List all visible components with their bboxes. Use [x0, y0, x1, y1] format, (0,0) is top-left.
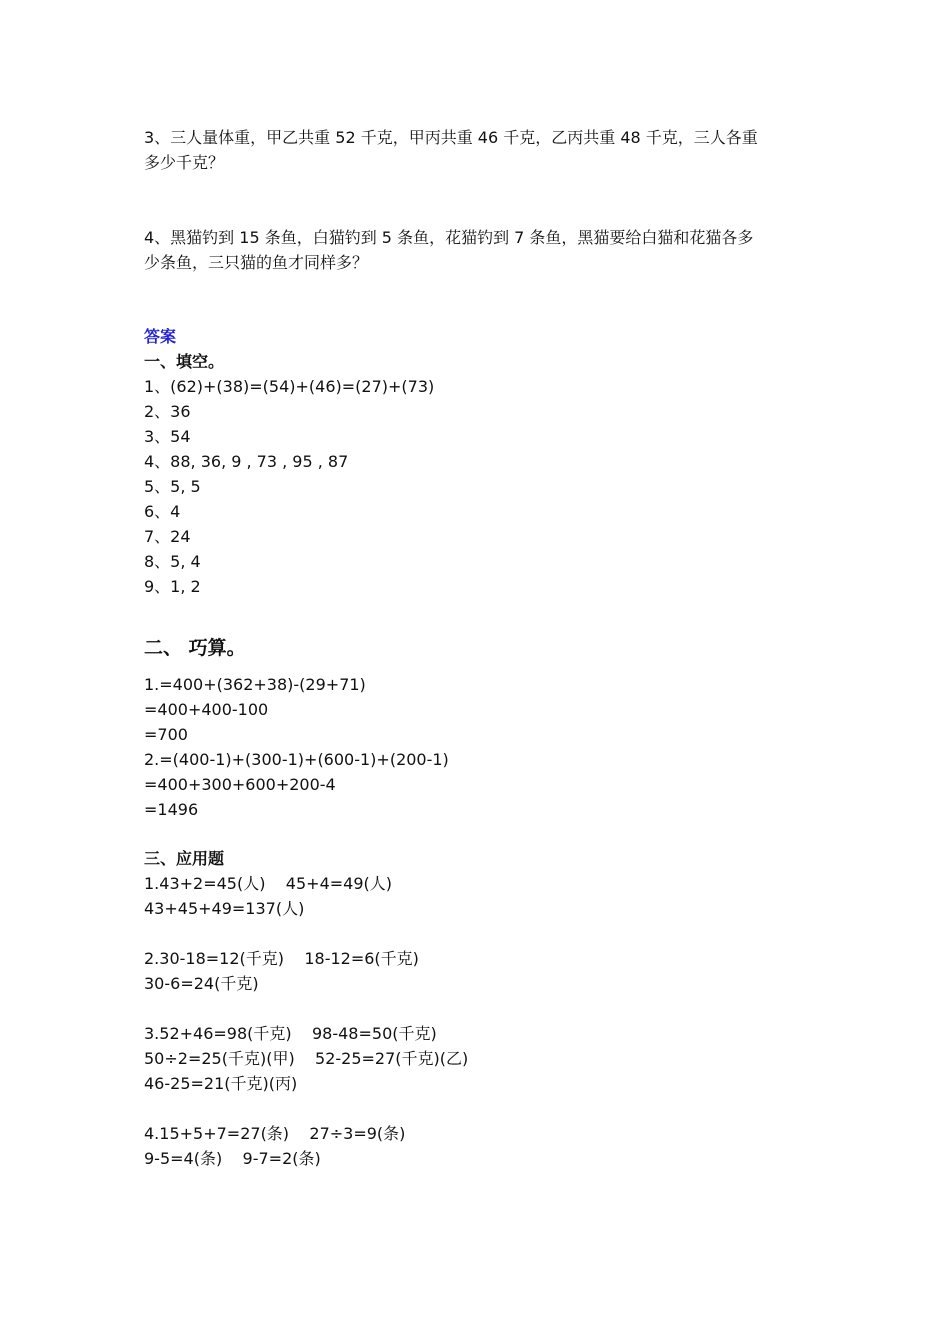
section-quick-calc-items	[144, 672, 814, 822]
spacer	[144, 996, 814, 1021]
answer-line: 2.=(400-1)+(300-1)+(600-1)+(200-1)	[144, 750, 449, 769]
question-3	[144, 125, 814, 175]
answer-line: 2.30-18=12(千克) 18-12=6(千克)	[144, 949, 419, 968]
question-4	[144, 225, 814, 275]
spacer	[144, 921, 814, 946]
answer-line: =400+400-100	[144, 700, 269, 719]
section-word-problems	[144, 846, 814, 1171]
answer-line: 30-6=24(千克)	[144, 974, 259, 993]
section-fill-blank	[144, 349, 814, 599]
question-3-line-1: 3、三人量体重，甲乙共重 52 千克，甲丙共重 46 千克，乙丙共重 48 千克，三人各重	[144, 128, 758, 147]
answer-line: 9、1, 2	[144, 577, 201, 596]
answer-line: 1.43+2=45(人) 45+4=49(人)	[144, 874, 393, 893]
answer-line: 3、54	[144, 427, 191, 446]
answer-line: 6、4	[144, 502, 181, 521]
answers-header	[144, 324, 814, 349]
answer-line: =400+300+600+200-4	[144, 775, 336, 794]
answer-line: 2、36	[144, 402, 191, 421]
answers-label: 答案	[144, 327, 177, 346]
section-2-title: 二、 巧算。	[144, 637, 246, 659]
section-3-title: 三、应用题	[144, 849, 225, 868]
answer-line: 7、24	[144, 527, 191, 546]
answer-line: =700	[144, 725, 188, 744]
question-3-line-2: 多少千克？	[144, 153, 225, 172]
spacer	[144, 1096, 814, 1121]
answer-line: 5、5, 5	[144, 477, 201, 496]
question-4-line-2: 少条鱼，三只猫的鱼才同样多？	[144, 253, 369, 272]
answer-line: 43+45+49=137(人)	[144, 899, 305, 918]
answer-line: 3.52+46=98(千克) 98-48=50(千克)	[144, 1024, 437, 1043]
section-1-title: 一、填空。	[144, 352, 225, 371]
section-quick-calc	[144, 634, 814, 662]
answer-line: 50÷2=25(千克)(甲) 52-25=27(千克)(乙)	[144, 1049, 469, 1068]
answer-line: 4.15+5+7=27(条) 27÷3=9(条)	[144, 1124, 406, 1143]
question-4-line-1: 4、黑猫钓到 15 条鱼，白猫钓到 5 条鱼，花猫钓到 7 条鱼，黑猫要给白猫和花猫各多	[144, 228, 754, 247]
answer-line: 9-5=4(条) 9-7=2(条)	[144, 1149, 321, 1168]
answer-line: 4、88, 36, 9 , 73 , 95 , 87	[144, 452, 349, 471]
answer-line: 1、(62)+(38)=(54)+(46)=(27)+(73)	[144, 377, 435, 396]
answer-line: =1496	[144, 800, 199, 819]
answer-line: 8、5, 4	[144, 552, 201, 571]
answer-line: 1.=400+(362+38)-(29+71)	[144, 675, 366, 694]
answer-line: 46-25=21(千克)(丙)	[144, 1074, 298, 1093]
